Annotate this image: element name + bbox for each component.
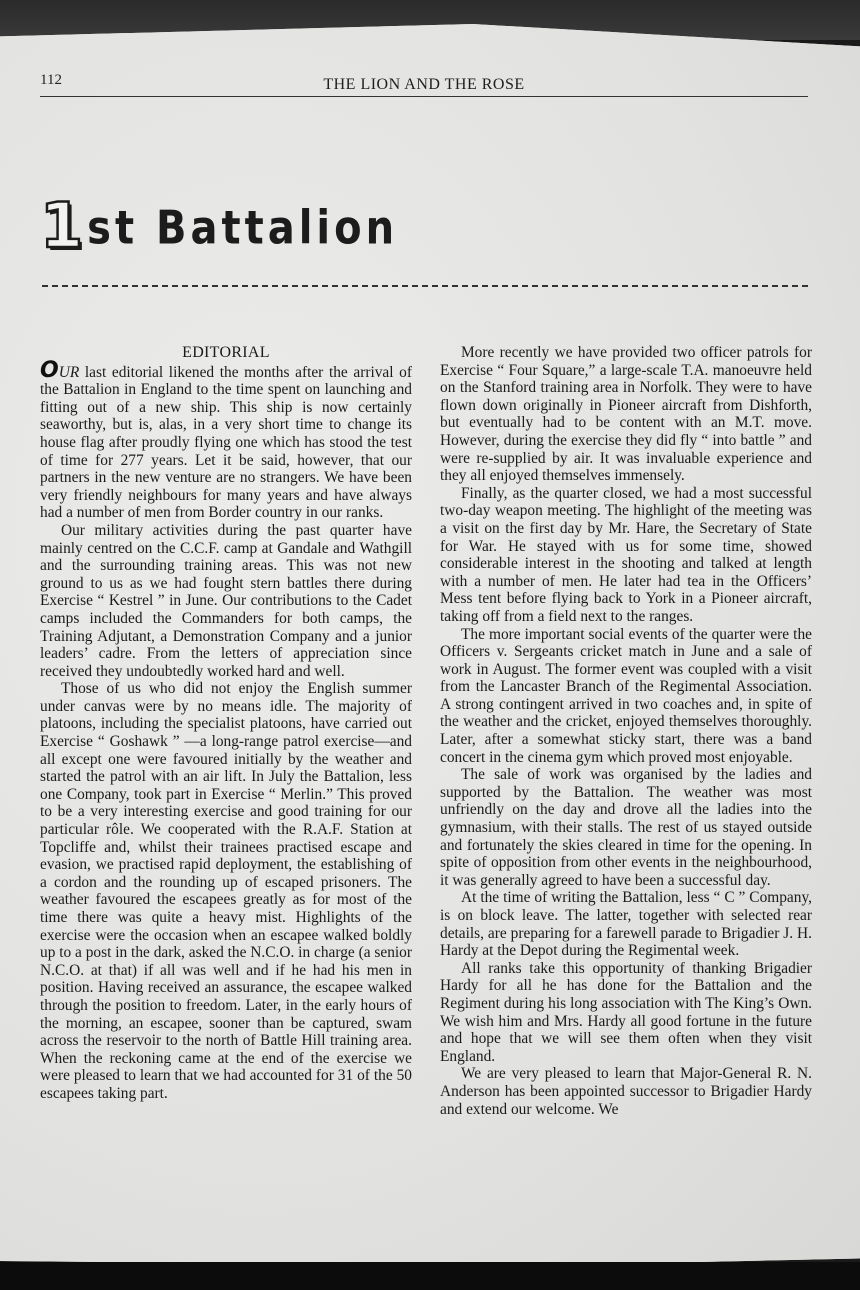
paragraph (40, 357, 412, 522)
paragraph: Those of us who did not enjoy the English summer under canvas were by no means idle. The majority of platoons, including the specialist platoons, have carried out Exercise “ Goshawk ” —a long-range patrol exercise—and all except one were favoured initially by the weather and started the patrol with an air lift. In July the Battalion, less one Company, took part in Exercise “ Merlin.” This proved to be a very interesting exercise and good training for our particular rôle. We cooperated with the R.A.F. Station at Topcliffe and, whilst their trainees practised escape and evasion, we practised rapid deployment, the establishing of a cordon and the rounding up of escaped prisoners. The weather favoured the escapees greatly as for most of the time there was quite a heavy mist. Highlights of the exercise were the occasion when an escapee walked boldly up to a post in the dark, asked the N.C.O. in charge (a senior N.C.O. at that) if all was well and if he had his men in position. Having received an assurance, the escapee walked through the position to freedom. Later, in the early hours of the morning, an escapee, sooner than be captured, swam across the reservoir to the north of Battle Hill training area. When the reckoning came at the end of the exercise we were pleased to learn that we had accounted for 31 of the 50 escapees taking part. (40, 680, 412, 1102)
paragraph: We are very pleased to learn that Major-General R. N. Anderson has been appointed successor to Brigadier Hardy and extend our welcome. We (440, 1065, 812, 1118)
paragraph-text: last editorial likened the months after the arrival of the Battalion in England to the time spent on launching and fitting out of a new ship. This ship is now certainly seaworthy, but is, alas, in a very short time to change its house flag after proudly flying one which has stood the test of time for 277 years. Let it be said, however, that our partners in the new venture are no strangers. We have been very friendly neighbours for many years and have always had a number of men from Border country in our ranks. (40, 363, 412, 522)
paragraph: At the time of writing the Battalion, less “ C ” Company, is on block leave. The latter, together with selected rear details, are preparing for a farewell parade to Brigadier J. H. Hardy at the Depot during the Regimental week. (440, 889, 812, 960)
journal-title: THE LION AND THE ROSE (323, 76, 525, 93)
dashed-divider (42, 285, 808, 287)
paragraph: Finally, as the quarter closed, we had a most successful two-day weapon meeting. The highlight of the meeting was a visit on the first day by Mr. Hare, the Secretary of State for War. He stayed with us for some time, showed considerable interest in the shooting and talked at length with a number of men. He later had tea in the Officers’ Mess tent before flying back to York in a Pioneer aircraft, taking off from a field next to the ranges. (440, 484, 812, 625)
editorial-heading: EDITORIAL (182, 344, 270, 361)
paragraph: All ranks take this opportunity of thanking Brigadier Hardy for all he has done for the Battalion and the Regiment during his long association with The King’s Own. We wish him and Mrs. Hardy all good fortune in the future and hope that we will see them often when they visit England. (440, 959, 812, 1065)
right-column (440, 344, 812, 1118)
paragraph: The sale of work was organised by the ladies and supported by the Battalion. The weather was most unfriendly on the day and drove all the ladies into the gymnasium, with their stalls. The rest of us stayed outside and fortunately the skies cleared in time for the opening. In spite of opposition from other events in the neighbourhood, it was generally agreed to have been a successful day. (440, 766, 812, 889)
title-text: st Battalion (87, 202, 399, 256)
left-column (40, 344, 412, 1103)
paragraph: Our military activities during the past quarter have mainly centred on the C.C.F. camp at Gandale and Wathgill and the surrounding training areas. This was not new ground to us as we had fought stern battles there during Exercise “ Kestrel ” in June. Our contributions to the Cadet camps included the Commanders for both camps, the Training Adjutant, a Demonstration Company and a junior leaders’ cadre. From the letters of appreciation since received they undoubtedly worked hard and well. (40, 521, 412, 680)
section-title (40, 189, 399, 262)
running-header (40, 72, 808, 97)
paragraph: The more important social events of the quarter were the Officers v. Sergeants cricket match in June and a sale of work in August. The former event was coupled with a visit from the Lancaster Branch of the Regimental Association. A strong contingent arrived in two coaches and, in spite of the weather and the cricket, enjoyed themselves thoroughly. Later, after a somewhat sticky start, there was a band concert in the cinema gym which proved most enjoyable. (440, 625, 812, 766)
scan-bottom-border (0, 1262, 860, 1290)
title-numeral: 1 (40, 189, 84, 262)
page-number: 112 (40, 72, 62, 88)
drop-cap: O (40, 357, 59, 383)
first-word: UR (58, 363, 80, 381)
paragraph: More recently we have provided two officer patrols for Exercise “ Four Square,” a large-scale T.A. manoeuvre held on the Stanford training area in Norfolk. They were to have flown down originally in Pioneer aircraft from Dishforth, but eventually had to be content with an M.T. move. However, during the exercise they did fly “ into battle ” and were re-supplied by air. It was invaluable experience and they all enjoyed themselves immensely. (440, 344, 812, 485)
